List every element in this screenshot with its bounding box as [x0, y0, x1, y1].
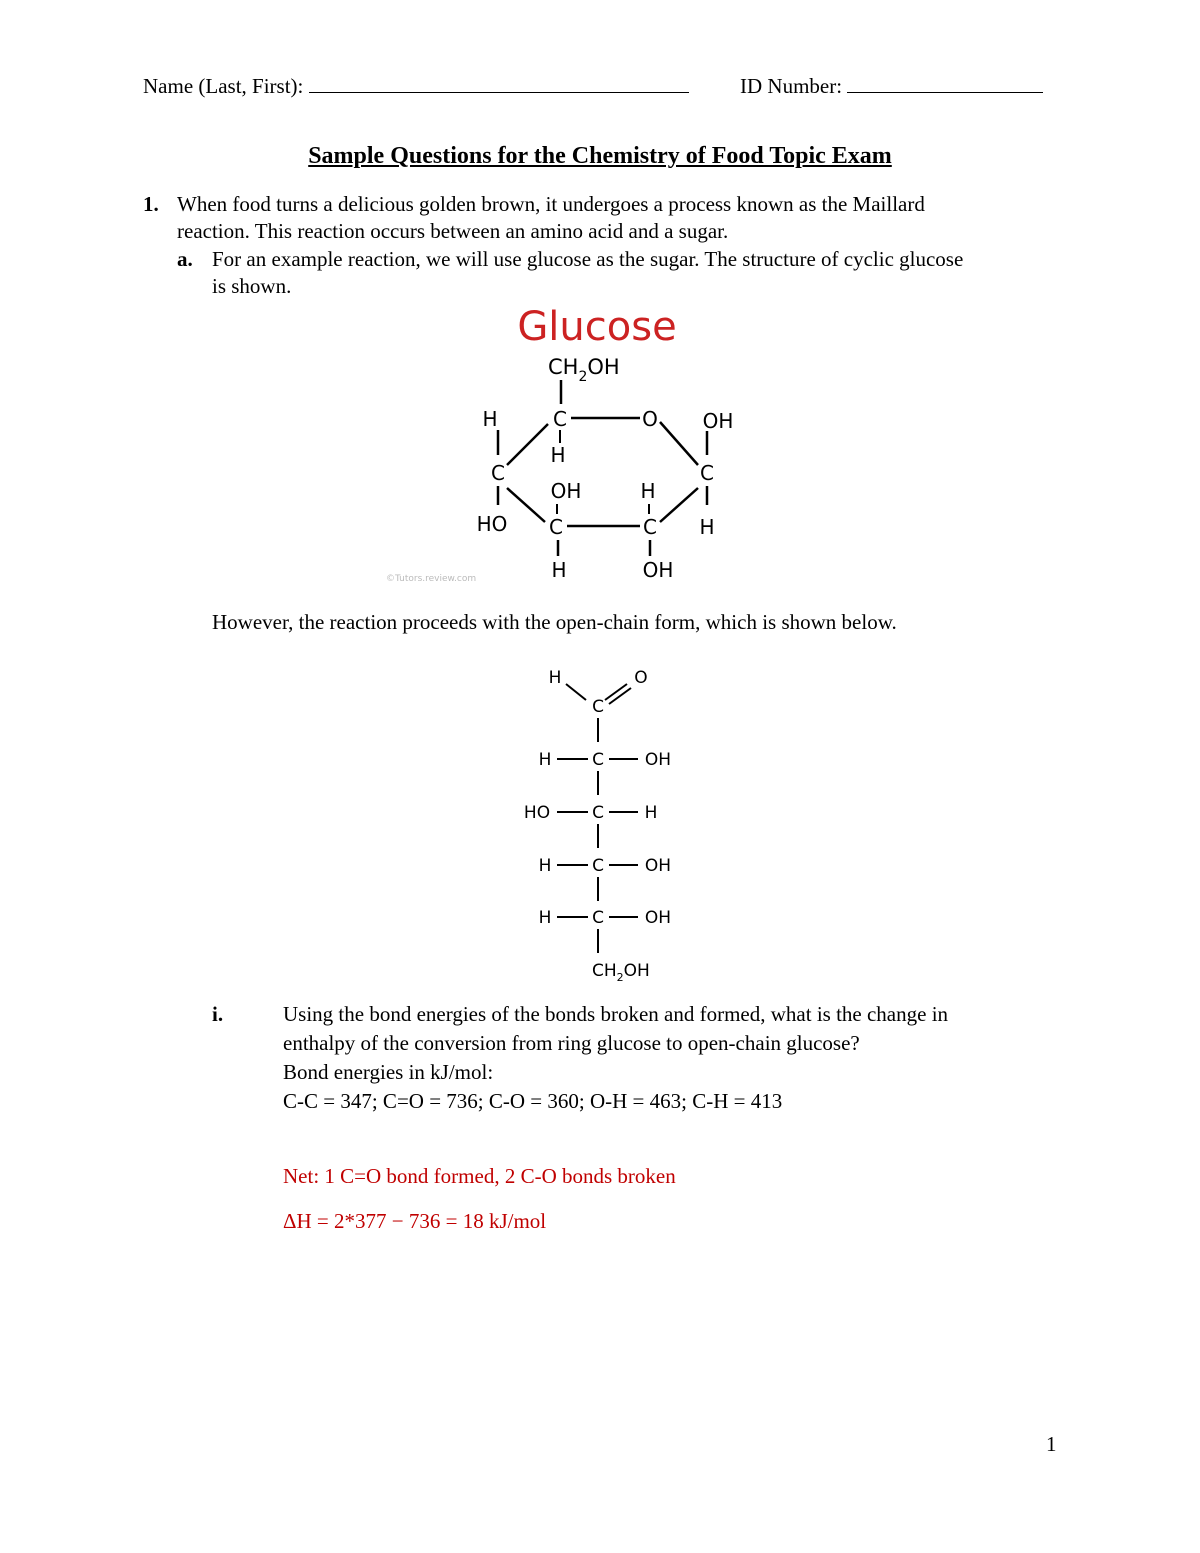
part-a-line-1: For an example reaction, we will use glucose as the sugar. The structure of cyclic glucose [212, 247, 964, 271]
part-a-letter: a. [177, 247, 193, 271]
ring-atom-ho-left: HO [476, 512, 508, 536]
chain-atom-c3: C [592, 803, 604, 823]
ring-atom-c5: C [553, 407, 567, 431]
chain-atom-c4: C [592, 856, 604, 876]
ring-atom-c4: C [491, 461, 505, 485]
question-text-line-1: When food turns a delicious golden brown, it undergoes a process known as the Maillard [177, 192, 925, 216]
ring-atom-c2: C [643, 515, 657, 539]
chain-atom-h-top: H [548, 668, 562, 688]
ring-atom-h-c2: H [640, 479, 656, 503]
open-chain-glucose-figure [500, 660, 700, 985]
page-number: 1 [1046, 1432, 1057, 1456]
id-field-blank[interactable] [847, 72, 1043, 93]
ring-atom-oh-c3: OH [550, 479, 582, 503]
ring-atom-oh-c2: OH [642, 558, 674, 582]
answer-line-1: Net: 1 C=O bond formed, 2 C-O bonds broken [283, 1164, 676, 1188]
chain-atom-ho-c3: HO [523, 803, 551, 823]
ring-atom-h-c1: H [699, 515, 715, 539]
ring-atom-c1: C [700, 461, 714, 485]
answer-line-2: ΔH = 2*377 − 736 = 18 kJ/mol [283, 1209, 547, 1233]
part-i-label: i. [212, 1002, 224, 1026]
chain-bottom-group: $CH_2OH$ [592, 961, 650, 984]
ring-atom-h-c5: H [550, 443, 566, 467]
bond-energies: C-C = 347; C=O = 736; C-O = 360; O-H = 463; C-H = 413 [283, 1089, 783, 1113]
cyclic-glucose-figure [386, 300, 760, 595]
part-a-line-2: is shown. [212, 274, 292, 298]
chain-atom-h-c2: H [538, 750, 552, 770]
watermark: ©Tutors.review.com [386, 574, 477, 584]
chain-atom-h-c5: H [538, 908, 552, 928]
page-title: Sample Questions for the Chemistry of Food Topic Exam [308, 143, 892, 169]
chain-atom-h-c3: H [644, 803, 658, 823]
glucose-title: Glucose [517, 304, 677, 350]
question-text-line-2: reaction. This reaction occurs between an amino acid and a sugar. [177, 219, 729, 243]
question-number: 1. [143, 192, 159, 216]
header-line [143, 72, 689, 100]
ring-atom-h-c3: H [551, 558, 567, 582]
chain-atom-h-c4: H [538, 856, 552, 876]
part-i-line-3: Bond energies in kJ/mol: [283, 1060, 494, 1084]
chain-atom-c5: C [592, 908, 604, 928]
chain-atom-oh-c4: OH [644, 856, 672, 876]
ring-atom-oh-right: OH [702, 409, 734, 433]
part-i-line-1: Using the bond energies of the bonds broken and formed, what is the change in [283, 1002, 949, 1026]
chain-atom-c1: C [592, 697, 604, 717]
ring-atom-c3: C [549, 515, 563, 539]
ring-atom-o: O [642, 407, 658, 431]
chain-atom-c2: C [592, 750, 604, 770]
part-i-line-2: enthalpy of the conversion from ring glucose to open-chain glucose? [283, 1031, 860, 1055]
id-label: ID Number: [740, 74, 843, 98]
ring-atom-h-topleft: H [482, 407, 498, 431]
open-chain-intro: However, the reaction proceeds with the open-chain form, which is shown below. [212, 610, 897, 634]
chain-atom-oh-c5: OH [644, 908, 672, 928]
chain-atom-oh-c2: OH [644, 750, 672, 770]
id-line [740, 72, 1043, 100]
name-label: Name (Last, First): [143, 74, 304, 98]
ring-top-group: $CH_2OH$ [548, 355, 620, 385]
chain-atom-o: O [634, 668, 648, 688]
name-field-blank[interactable] [309, 72, 689, 93]
